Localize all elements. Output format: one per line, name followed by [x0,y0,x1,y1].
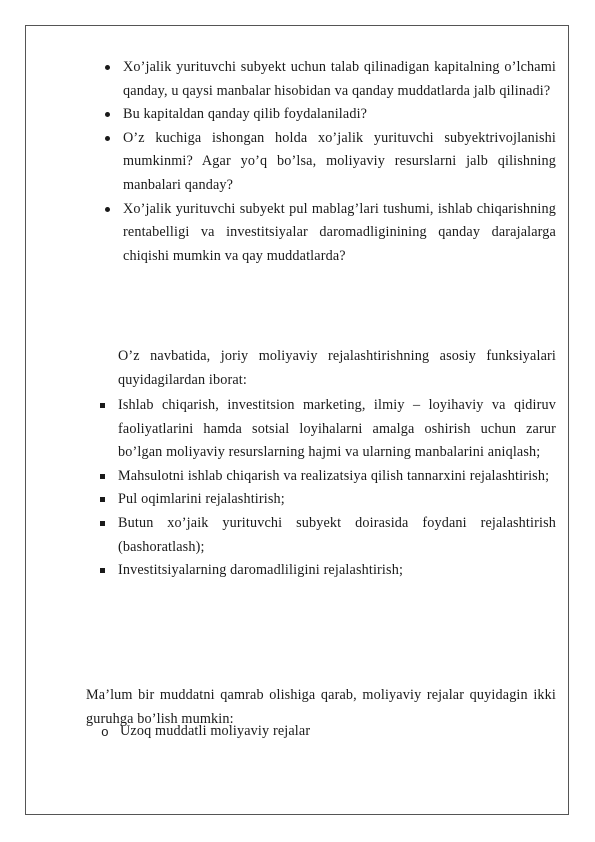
functions-list [95,394,556,583]
list-item-text: Uzoq muddatli moliyaviy rejalar [120,723,311,739]
circle-bullet-icon: o [101,724,109,739]
list-item-text: Pul oqimlarini rejalashtirish; [118,491,285,508]
list-item [95,559,556,583]
list-item-text: Ishlab chiqarish, investitsion marketing, ilmiy – loyihaviy va qidiruv faoliyatlarini hamda sotsial loyihalarni amalga oshirish uchun zarur bo’lgan moliyaviy resurslarning hajmi va ularning manbalarini aniqlash; [118,397,556,461]
list-item-text: Butun xo’jaik yurituvchi subyekt doirasida foydani rejalashtirish (bashoratlash); [118,514,556,555]
plan-types-list [97,720,397,744]
list-item-text: Xo’jalik yurituvchi subyekt pul mablag’lari tushumi, ishlab chiqarishning rentabelligi va investitsiyalar daromadliginining qanday darajalarga chiqishi mumkin va qay muddatlarda? [123,200,556,264]
list-item [95,394,556,465]
list-item-text: Mahsulotni ishlab chiqarish va realizatsiya qilish tannarxini rejalashtirish; [118,467,550,484]
list-item [100,56,556,103]
paragraph-plan-groups: Ma’lum bir muddatni qamrab olishiga qarab, moliyaviy rejalar quyidagin ikki guruhga bo’lish mumkin: [86,687,556,727]
list-item-text: Investitsiyalarning daromadliligini rejalashtirish; [118,562,404,579]
list-item [95,465,556,489]
list-item [100,127,556,198]
list-item [95,488,556,512]
list-item-text: Xo’jalik yurituvchi subyekt uchun talab qilinadigan kapitalning o’lchami qanday, u qaysi manbalar hisobidan va qanday muddatlarda jalb qilinadi? [123,59,556,99]
list-item [97,720,397,744]
list-item-text: O’z kuchiga ishongan holda xo’jalik yurituvchi subyektrivojlanishi mumkinmi? Agar yo’q bo’lsa, moliyaviy resurslarni jalb qilishning manbalari qanday? [123,129,556,193]
paragraph-functions-intro: O’z navbatida, joriy moliyaviy rejalashtirishning asosiy funksiyalari quyidagilardan iborat: [118,348,556,388]
list-item-text: Bu kapitaldan qanday qilib foydalaniladi? [123,106,368,123]
list-item [95,512,556,559]
list-item [100,198,556,269]
questions-list [100,56,556,268]
list-item [100,103,556,127]
